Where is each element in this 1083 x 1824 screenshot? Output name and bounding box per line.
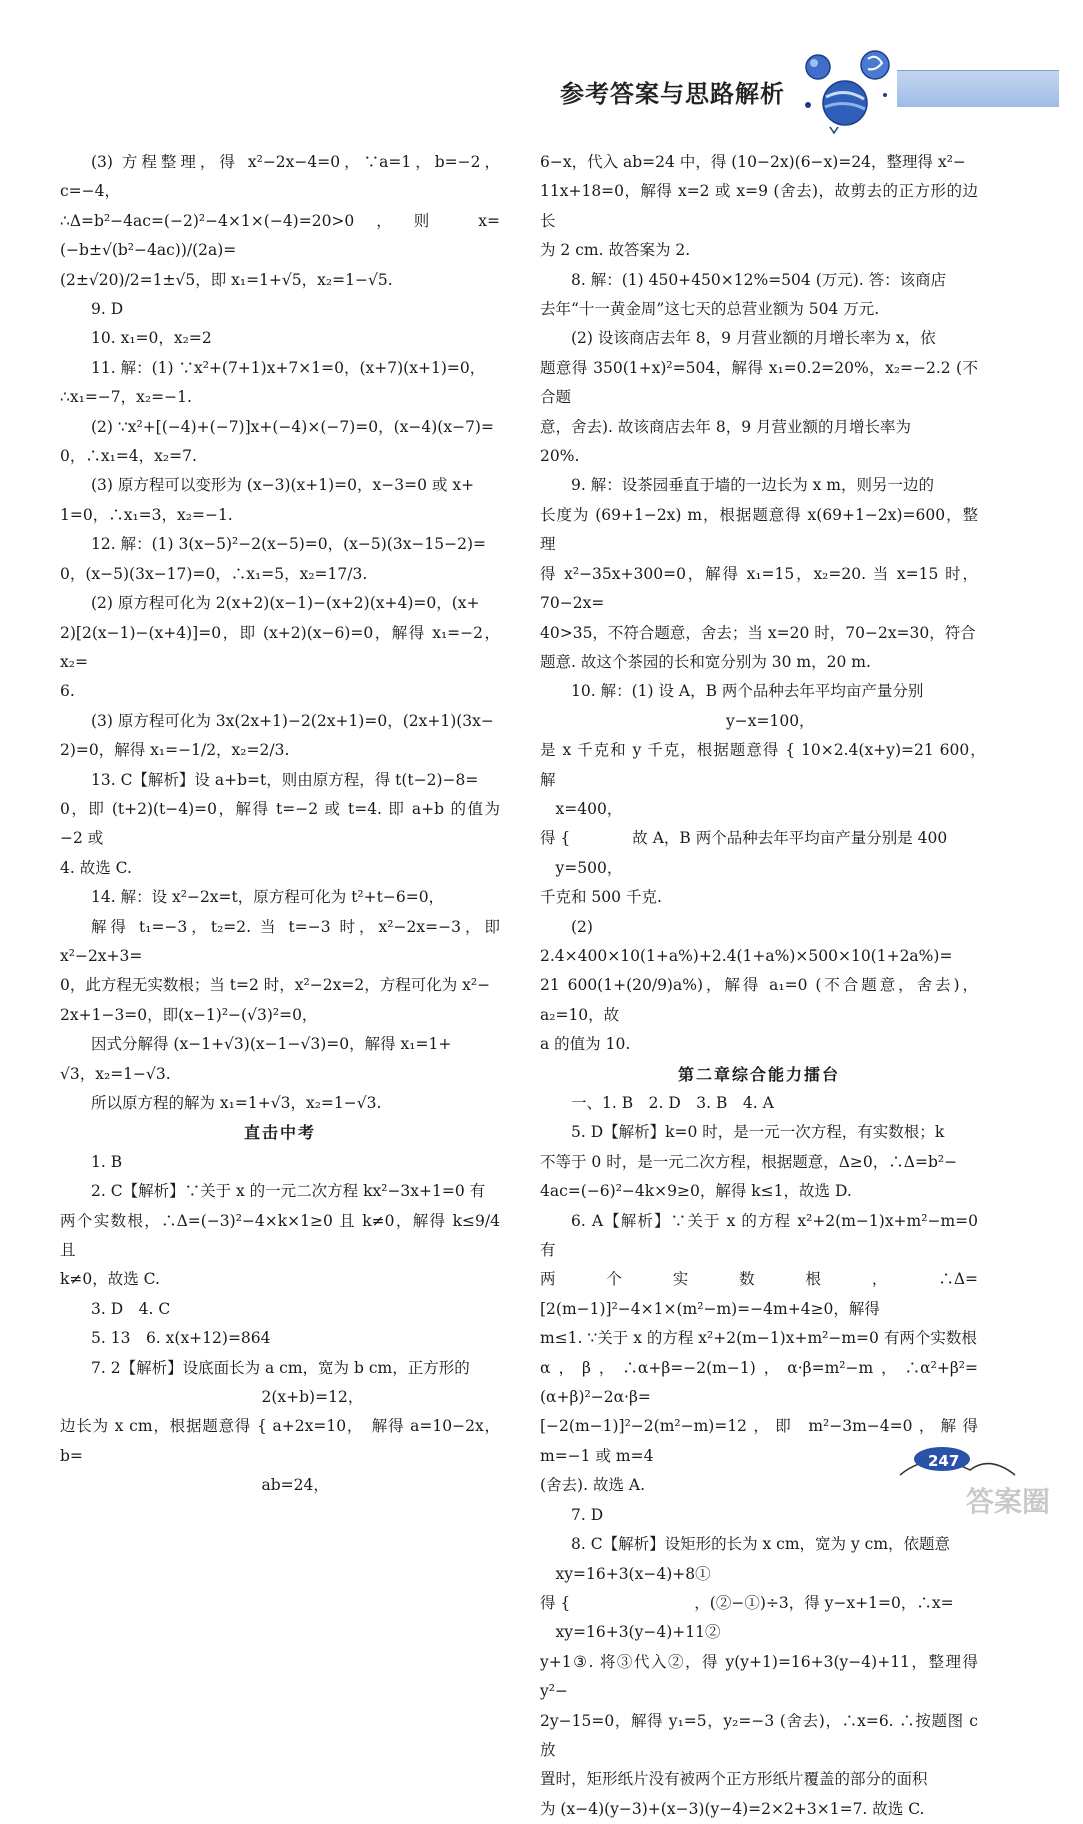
answer-line: (3) 原方程可以变形为 (x−3)(x+1)=0，x−3=0 或 x+: [91, 476, 475, 495]
answer-line: 去年“十一黄金周”这七天的总营业额为 504 万元.: [540, 300, 880, 319]
answer-line: xy=16+3(x−4)+8①: [540, 1564, 711, 1583]
answer-line: 8. C【解析】设矩形的长为 x cm，宽为 y cm，依题意: [571, 1535, 951, 1554]
answer-line: 11x+18=0，解得 x=2 或 x=9 (舍去)，故剪去的正方形的边长: [540, 182, 978, 230]
answer-line: 一、1. B 2. D 3. B 4. A: [571, 1094, 774, 1112]
page-number: 247: [928, 1452, 960, 1470]
answer-line: 5. 13 6. x(x+12)=864: [91, 1329, 271, 1348]
answer-line: 2(x+b)=12，: [60, 1388, 364, 1407]
answer-line: 解得 t₁=−3，t₂=2. 当 t=−3 时，x²−2x=−3，即 x²−2x+3=: [60, 917, 500, 965]
answer-line: xy=16+3(y−4)+11②: [540, 1623, 721, 1642]
answer-line: [−2(m−1)]²−2(m²−m)=12，即 m²−3m−4=0，解得 m=−1 或 m=4: [540, 1417, 978, 1465]
answer-line: y+1③. 将③代入②，得 y(y+1)=16+3(y−4)+11，整理得 y²−: [540, 1652, 978, 1701]
answer-line: 为 (x−4)(y−3)+(x−3)(y−4)=2×2+3×1=7. 故选 C.: [540, 1799, 925, 1818]
answer-line: 置时，矩形纸片没有被两个正方形纸片覆盖的部分的面积: [540, 1770, 928, 1789]
answer-line: 21 600(1+(20/9)a%)，解得 a₁=0 (不合题意，舍去)，a₂=10，故: [540, 976, 978, 1024]
answer-line: 14. 解：设 x²−2x=t，原方程可化为 t²+t−6=0，: [91, 888, 445, 907]
answer-line: m≤1. ∵关于 x 的方程 x²+2(m−1)x+m²−m=0 有两个实数根: [540, 1329, 977, 1348]
watermark: 答案圈: [966, 1485, 1051, 1518]
answer-line: 0，此方程无实数根；当 t=2 时，x²−2x=2，方程可化为 x²−: [60, 976, 491, 995]
answer-line: 0，∴x₁=4，x₂=7.: [60, 447, 197, 466]
answer-line: √3，x₂=1−√3.: [60, 1064, 171, 1083]
answer-line: (2) 2.4×400×10(1+a%)+2.4(1+a%)×500×10(1+2a%)=: [540, 917, 953, 965]
answer-line: 2)[2(x−1)−(x+4)]=0，即 (x+2)(x−6)=0，解得 x₁=−2，x₂=: [60, 623, 500, 671]
answer-line: (3) 方程整理，得 x²−2x−4=0，∵a=1，b=−2，c=−4，: [60, 153, 500, 201]
left-column: [60, 148, 500, 1501]
answer-line: 40>35，不符合题意，舍去；当 x=20 时，70−2x=30，符合: [540, 623, 976, 642]
answer-line: 0，(x−5)(3x−17)=0，∴x₁=5，x₂=17/3.: [60, 564, 368, 583]
answer-line: (舍去). 故选 A.: [540, 1476, 645, 1495]
answer-line: (2) 原方程可化为 2(x+2)(x−1)−(x+2)(x+4)=0，(x+: [91, 594, 480, 613]
answer-line: 因式分解得 (x−1+√3)(x−1−√3)=0，解得 x₁=1+: [91, 1035, 452, 1054]
answer-line: 得 x²−35x+300=0，解得 x₁=15，x₂=20. 当 x=15 时，70−2x=: [540, 564, 978, 613]
answer-line: 0，即 (t+2)(t−4)=0，解得 t=−2 或 t=4. 即 a+b 的值为 −2 或: [60, 799, 500, 848]
answer-line: 不等于 0 时，是一元二次方程，根据题意，Δ≥0，∴Δ=b²−: [540, 1152, 958, 1171]
answer-line: 10. x₁=0，x₂=2: [91, 329, 212, 348]
answer-line: 1. B: [91, 1152, 123, 1171]
answer-line: y−x=100，: [540, 711, 815, 730]
answer-line: (2±√20)/2=1±√5，即 x₁=1+√5，x₂=1−√5.: [60, 270, 393, 289]
answer-line: α，β，∴α+β=−2(m−1)，α·β=m²−m，∴α²+β²=(α+β)²−2α·β=: [540, 1358, 978, 1407]
answer-line: 9. 解：设茶园垂直于墙的一边长为 x m，则另一边的: [571, 476, 935, 495]
answer-line: 两个实数根，∴Δ=[2(m−1)]²−4×1×(m²−m)=−4m+4≥0，解得: [540, 1270, 978, 1318]
section-heading: 直击中考: [243, 1123, 316, 1143]
answer-line: 9. D: [91, 300, 124, 319]
answer-line: ∴Δ=b²−4ac=(−2)²−4×1×(−4)=20>0，则 x=(−b±√(b²−4ac))/(2a)=: [60, 211, 500, 260]
page-title: 参考答案与思路解析: [560, 80, 785, 108]
answer-line: 6.: [60, 682, 75, 701]
answer-line: ∴x₁=−7，x₂=−1.: [60, 388, 192, 407]
answer-line: 5. D【解析】k=0 时，是一元一次方程，有实数根；k: [571, 1123, 945, 1142]
answer-line: 题意得 350(1+x)²=504，解得 x₁=0.2=20%，x₂=−2.2 (不合题: [540, 358, 978, 407]
answer-line: 1=0，∴x₁=3，x₂=−1.: [60, 505, 233, 524]
answer-line: y=500，: [540, 858, 623, 877]
answer-line: 得 { ，(②−①)÷3，得 y−x+1=0，∴x=: [540, 1593, 954, 1612]
answer-line: 两个实数根，∴Δ=(−3)²−4×k×1≥0 且 k≠0，解得 k≤9/4 且: [60, 1211, 500, 1260]
answer-line: x=400，: [540, 799, 623, 818]
answer-line: 长度为 (69+1−2x) m，根据题意得 x(69+1−2x)=600，整理: [540, 505, 978, 554]
planet-decoration-icon: [800, 45, 895, 140]
answer-line: a 的值为 10.: [540, 1035, 631, 1054]
answer-line: 6−x，代入 ab=24 中，得 (10−2x)(6−x)=24，整理得 x²−: [540, 153, 966, 171]
answer-line: 为 2 cm. 故答案为 2.: [540, 241, 691, 260]
answer-line: 2y−15=0，解得 y₁=5，y₂=−3 (舍去)，∴x=6. ∴按题图 c 放: [540, 1711, 978, 1759]
answer-line: 20%.: [540, 447, 580, 466]
section-heading: 第二章综合能力擂台: [677, 1064, 840, 1084]
answer-line: (3) 原方程可化为 3x(2x+1)−2(2x+1)=0，(2x+1)(3x−: [91, 711, 494, 730]
answer-line: 2x+1−3=0，即(x−1)²−(√3)²=0，: [60, 1005, 318, 1024]
answer-line: 2)=0，解得 x₁=−1/2，x₂=2/3.: [60, 741, 290, 760]
answer-line: 意，舍去). 故该商店去年 8，9 月营业额的月增长率为: [540, 417, 911, 436]
answer-line: 得 { 故 A，B 两个品种去年平均亩产量分别是 400: [540, 829, 948, 848]
answer-line: 题意. 故这个茶园的长和宽分别为 30 m，20 m.: [540, 652, 871, 671]
answer-line: k≠0，故选 C.: [60, 1270, 160, 1289]
answer-line: 2. C【解析】∵关于 x 的一元二次方程 kx²−3x+1=0 有: [91, 1182, 486, 1201]
answer-line: 10. 解：(1) 设 A，B 两个品种去年平均亩产量分别: [571, 682, 924, 701]
answer-line: 8. 解：(1) 450+450×12%=504 (万元). 答：该商店: [571, 270, 947, 289]
answer-line: 是 x 千克和 y 千克，根据题意得 { 10×2.4(x+y)=21 600， 解: [540, 741, 994, 789]
right-column: [540, 148, 994, 1824]
answer-line: 13. C【解析】设 a+b=t，则由原方程，得 t(t−2)−8=: [91, 770, 479, 789]
answer-line: 所以原方程的解为 x₁=1+√3，x₂=1−√3.: [91, 1094, 382, 1112]
answer-line: 4. 故选 C.: [60, 858, 132, 877]
header-band: [897, 70, 1059, 107]
answer-line: 3. D 4. C: [91, 1299, 171, 1318]
answer-line: 6. A【解析】∵关于 x 的方程 x²+2(m−1)x+m²−m=0 有: [540, 1211, 978, 1260]
answer-line: 千克和 500 千克.: [540, 888, 662, 907]
answer-line: 11. 解：(1) ∵x²+(7+1)x+7×1=0，(x+7)(x+1)=0，: [91, 358, 486, 377]
answer-line: (2) ∵x²+[(−4)+(−7)]x+(−4)×(−7)=0，(x−4)(x−7)=: [91, 417, 494, 436]
answer-line: 边长为 x cm，根据题意得 { a+2x=10， 解得 a=10−2x，b=: [60, 1417, 500, 1465]
answer-line: 7. 2【解析】设底面长为 a cm，宽为 b cm，正方形的: [91, 1358, 470, 1377]
answer-line: 7. D: [571, 1505, 604, 1524]
answer-line: (2) 设该商店去年 8，9 月营业额的月增长率为 x，依: [571, 329, 936, 348]
answer-line: ab=24，: [60, 1476, 329, 1495]
answer-line: 12. 解：(1) 3(x−5)²−2(x−5)=0，(x−5)(3x−15−2)=: [91, 535, 487, 554]
answer-line: 4ac=(−6)²−4k×9≥0，解得 k≤1，故选 D.: [540, 1182, 852, 1201]
